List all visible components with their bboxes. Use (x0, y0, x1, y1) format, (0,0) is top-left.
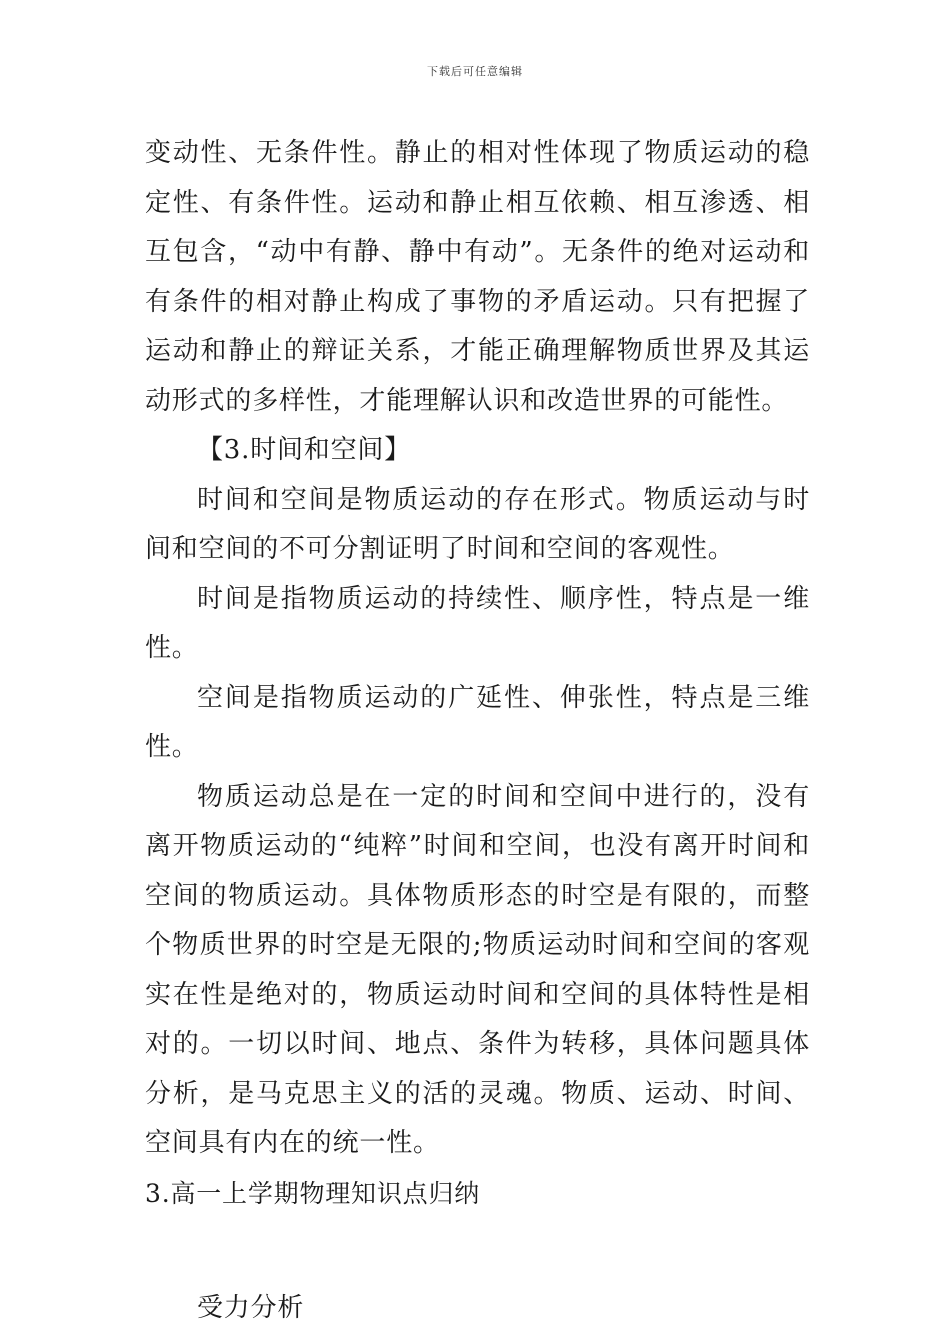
section-heading-time-and-space: 【3.时间和空间】 (197, 435, 412, 465)
page-header: 下载后可任意编辑 (427, 65, 523, 78)
paragraph-time-space-existence: 时间和空间是物质运动的存在形式。物质运动与时间和空间的不可分割证明了时间和空间的客观性。 (145, 484, 810, 564)
paragraph-motion-and-rest: 变动性、无条件性。静止的相对性体现了物质运动的稳定性、有条件性。运动和静止相互依赖、相互渗透、相互包含，“动中有静、静中有动”。无条件的绝对运动和有条件的相对静止构成了事物的矛盾运动。只有把握了运动和静止的辩证关系，才能正确理解物质世界及其运动形式的多样性，才能理解认识和改造世界的可能性。 (145, 138, 810, 416)
paragraph-space-definition: 空间是指物质运动的广延性、伸张性，特点是三维性。 (145, 682, 810, 762)
blank-line (145, 1218, 810, 1284)
paragraph-time-definition: 时间是指物质运动的持续性、顺序性，特点是一维性。 (145, 583, 810, 663)
subheading-force-analysis: 受力分析 (197, 1293, 305, 1323)
section-heading-physics: 3.高一上学期物理知识点归纳 (145, 1178, 481, 1208)
document-body (145, 129, 810, 1334)
paragraph-motion-in-time-space: 物质运动总是在一定的时间和空间中进行的，没有离开物质运动的“纯粹”时间和空间，也没有离开时间和空间的物质运动。具体物质形态的时空是有限的，而整个物质世界的时空是无限的;物质运动时间和空间的客观实在性是绝对的，物质运动时间和空间的具体特性是相对的。一切以时间、地点、条件为转移，具体问题具体分析，是马克思主义的活的灵魂。物质、运动、时间、空间具有内在的统一性。 (145, 781, 810, 1158)
